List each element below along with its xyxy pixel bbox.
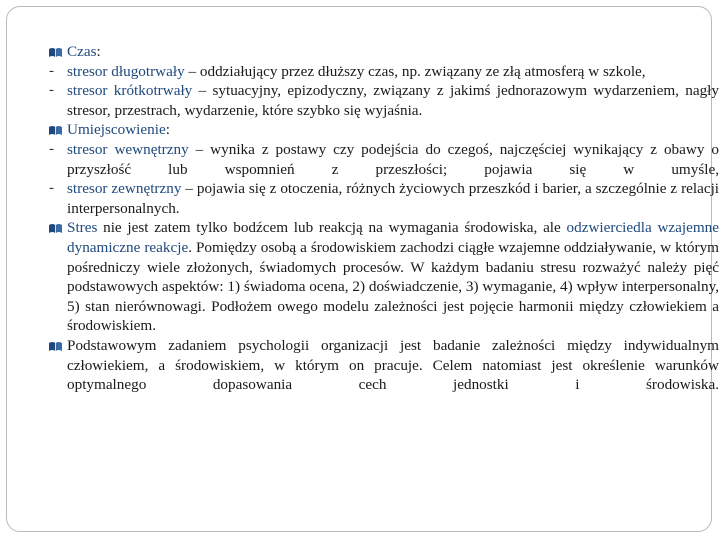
bullet-location (47, 120, 719, 140)
dash-marker: - (49, 62, 54, 79)
highlight-stress: odzwierciedla wzajemne dynamiczne reakcje (67, 219, 720, 256)
bullet-psychology (47, 336, 719, 395)
term-stress: Stres (67, 219, 98, 237)
book-bullet-icon (47, 120, 65, 139)
dash-marker: - (49, 140, 54, 157)
book-bullet-icon (47, 218, 65, 237)
text-short-term: – sytuacyjny, epizodyczny, związany z jakimś jednorazowym wydarzeniem, nagły stresor, przestrach, wydarzenie, które szybko się wyjaśnia. (67, 82, 719, 119)
heading-time: Czas (67, 43, 97, 60)
slide-content (47, 42, 719, 395)
text-internal: – wynika z postawy czy podejścia do czegoś, najczęściej wynikający z obawy o przyszłość lub wspomnień z przeszłości; pojawia się w umyśle, (67, 140, 719, 178)
dash-marker: - (49, 180, 54, 197)
text-stress-1: nie jest zatem tylko bodźcem lub reakcją na wymagania środowiska, ale (97, 219, 567, 237)
bullet-stress (47, 218, 719, 336)
text-external: – pojawia się z otoczenia, różnych życiowych przeszkód i barier, a szczególnie z relacji interpersonalnych. (67, 180, 720, 217)
heading-time-colon: : (96, 43, 101, 60)
book-bullet-icon (47, 336, 65, 355)
text-psychology: Podstawowym zadaniem psychologii organizacji jest badanie zależności między indywidualnym człowiekiem, a środowiskiem, w którym on pracuje. Celem natomiast jest określenie warunków optymalnego dopasowania cech jednostki i środowiska. (67, 336, 719, 394)
bullet-time (47, 42, 719, 62)
heading-location: Umiejscowienie (67, 121, 166, 139)
sub-item-internal (47, 140, 719, 179)
term-long-term: stresor długotrwały (67, 62, 185, 80)
term-internal: stresor wewnętrzny (67, 140, 189, 158)
term-external: stresor zewnętrzny (67, 180, 182, 198)
dash-marker: - (49, 82, 54, 99)
book-bullet-icon (47, 42, 65, 61)
heading-location-colon: : (165, 121, 170, 139)
term-short-term: stresor krótkotrwały (67, 82, 193, 100)
slide-frame (6, 6, 720, 532)
sub-item-long-term (47, 62, 719, 82)
sub-item-short-term (47, 81, 719, 120)
sub-item-external (47, 179, 719, 218)
text-long-term: – oddziałujący przez dłuższy czas, np. związany ze złą atmosferą w szkole, (184, 62, 646, 80)
text-stress-2: . Pomiędzy osobą a środowiskiem zachodzi ciągłe wzajemne oddziaływanie, w którym pośredniczy wiele złożonych, świadomych procesów. W każdym badaniu stresu rozważyć należy pięć podstawowych aspektów: 1) świadoma ocena, 2) doświadczenie, 3) wymaganie, 4) wpływ interpersonalny, 5) stan nierównowagi. Podłożem owego modelu zależności jest pojęcie harmonii między człowiekiem a środowiskiem. (67, 238, 719, 335)
